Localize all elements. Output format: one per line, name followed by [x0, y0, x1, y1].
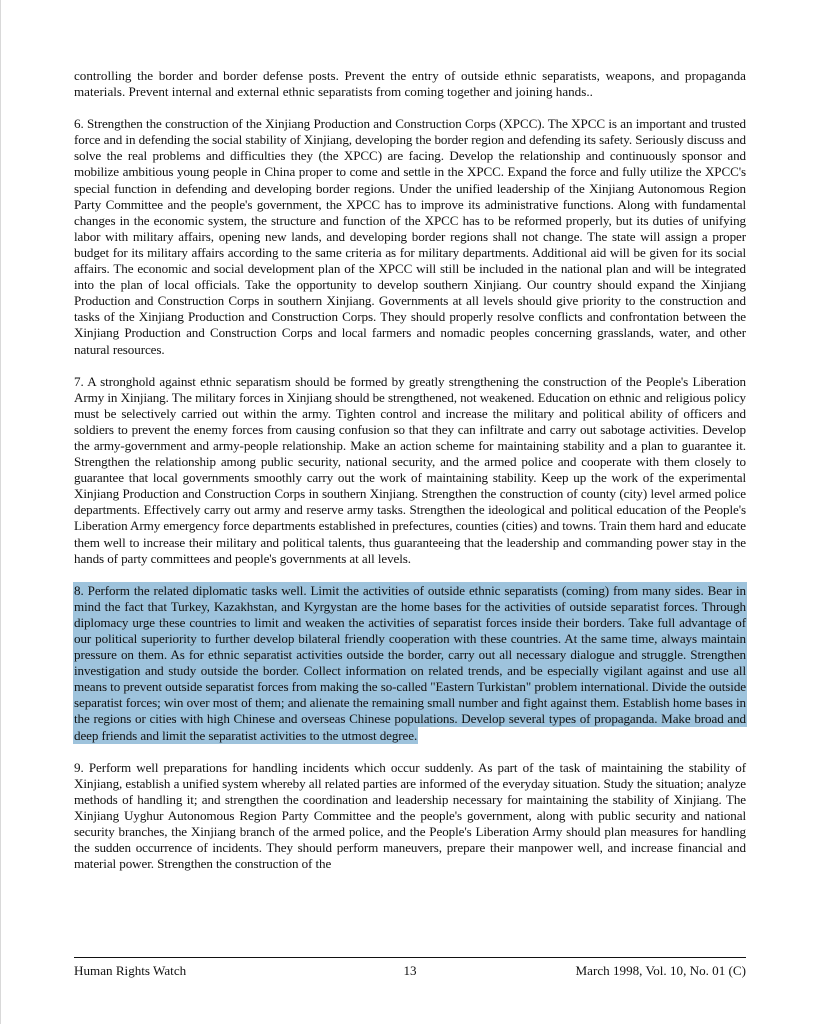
- footer-divider: [74, 957, 746, 958]
- footer-page-number: 13: [403, 963, 417, 978]
- paragraph-continued: controlling the border and border defense posts. Prevent the entry of outside ethnic separatists, weapons, and propaganda materials. Prevent internal and external ethnic separatists from coming together and joining hands..: [74, 68, 746, 100]
- footer-issue: March 1998, Vol. 10, No. 01 (C): [575, 963, 746, 978]
- paragraph-9-incidents: 9. Perform well preparations for handling incidents which occur suddenly. As part of the task of maintaining the stability of Xinjiang, establish a unified system whereby all related parties are informed of the everyday situation. Study the situation; analyze methods of handling it; and strengthen the coordination and leadership necessary for maintaining the stability of Xinjiang. The Xinjiang Uyghur Autonomous Region Party Committee and the people's government, along with public security and national security branches, the Xinjiang branch of the armed police, and the People's Liberation Army should plan measures for handling the sudden occurrence of incidents. They should perform maneuvers, prepare their manpower well, and increase financial and material power. Strengthen the construction of the: [74, 759, 746, 872]
- footer-publisher: Human Rights Watch: [74, 963, 187, 978]
- selected-text-highlight[interactable]: 8. Perform the related diplomatic tasks well. Limit the activities of outside ethnic separatists (coming) from many sides. Bear in mind the fact that Turkey, Kazakhstan, and Kyrgystan are the home bases for the activities of outside separatist forces. Through diplomacy urge these countries to limit and weaken the activities of separatist forces inside their borders. Take full advantage of our political superiority to further develop bilateral friendly cooperation with these countries. At the same time, always maintain pressure on them. As for ethnic separatist activities outside the border, carry out all necessary dialogue and struggle. Strengthen investigation and study outside the border. Collect information on related trends, and be especially vigilant against and use all means to prevent outside separatist forces from making the so-called "Eastern Turkistan" problem international. Divide the outside separatist forces; win over most of them; and alienate the remaining small number and fight against them. Establish home bases in the regions or cities with high Chinese and overseas Chinese populations. Develop several types of propaganda. Make broad and deep friends and limit the separatist activities to the utmost degree.: [74, 582, 746, 743]
- paragraph-8-diplomatic[interactable]: [74, 583, 746, 744]
- paragraph-6-xpcc: 6. Strengthen the construction of the Xinjiang Production and Construction Corps (XPCC). The XPCC is an important and trusted force and in defending the social stability of Xinjiang, developing the border region and defending its safety. Seriously discuss and solve the real problems and difficulties they (the XPCC) are facing. Develop the relationship and continuously sponsor and mobilize ambitious young people in China proper to come and settle in the XPCC. Expand the force and fully utilize the XPCC's special function in defending and developing border regions. Under the unified leadership of the Xinjiang Autonomous Region Party Committee and the people's government, the XPCC has to improve its administrative functions. Along with fundamental changes in the economic system, the structure and function of the XPCC has to be reformed properly, but its duties of unifying labor with military affairs, opening new lands, and developing border regions shall not change. The state will assign a proper budget for its military affairs according to the same criteria as for military departments. Additional aid will be given for its social affairs. The economic and social development plan of the XPCC will still be included in the national plan and will be integrated into the plan of local officials. Take the opportunity to develop southern Xinjiang. Our country should expand the Xinjiang Production and Construction Corps in southern Xinjiang. Governments at all levels should give priority to the construction and tasks of the Xinjiang Production and Construction Corps. They should properly resolve conflicts and confrontation between the Xinjiang Production and Construction Corps and local farmers and nomadic peoples concerning grasslands, water, and other natural resources.: [74, 116, 746, 357]
- page-footer: [74, 963, 746, 981]
- page-body: [74, 68, 746, 888]
- paragraph-7-pla: 7. A stronghold against ethnic separatism should be formed by greatly strengthening the construction of the People's Liberation Army in Xinjiang. The military forces in Xinjiang should be strengthened, not weakened. Education on ethnic and religious policy must be selectively carried out within the army. Tighten control and increase the military and political ability of officers and soldiers to prevent the enemy forces from causing confusion so that they can infiltrate and carry out sabotage activities. Develop the army-government and army-people relationship. Make an action scheme for maintaining stability and a plan to guarantee it. Strengthen the relationship among public security, national security, and the armed police and cooperate with them closely to guarantee that local governments smoothly carry out the work of maintaining stability. Keep up the work of the experimental Xinjiang Production and Construction Corps in southern Xinjiang. Strengthen the construction of county (city) level armed police departments. Effectively carry out army and reserve army tasks. Strengthen the ideological and political education of the People's Liberation Army emergency force departments established in prefectures, counties (cities) and towns. Train them hard and educate them well to increase their military and political talents, thus guaranteeing that the leadership and commanding power stay in the hands of party committees and people's governments at all levels.: [74, 373, 746, 566]
